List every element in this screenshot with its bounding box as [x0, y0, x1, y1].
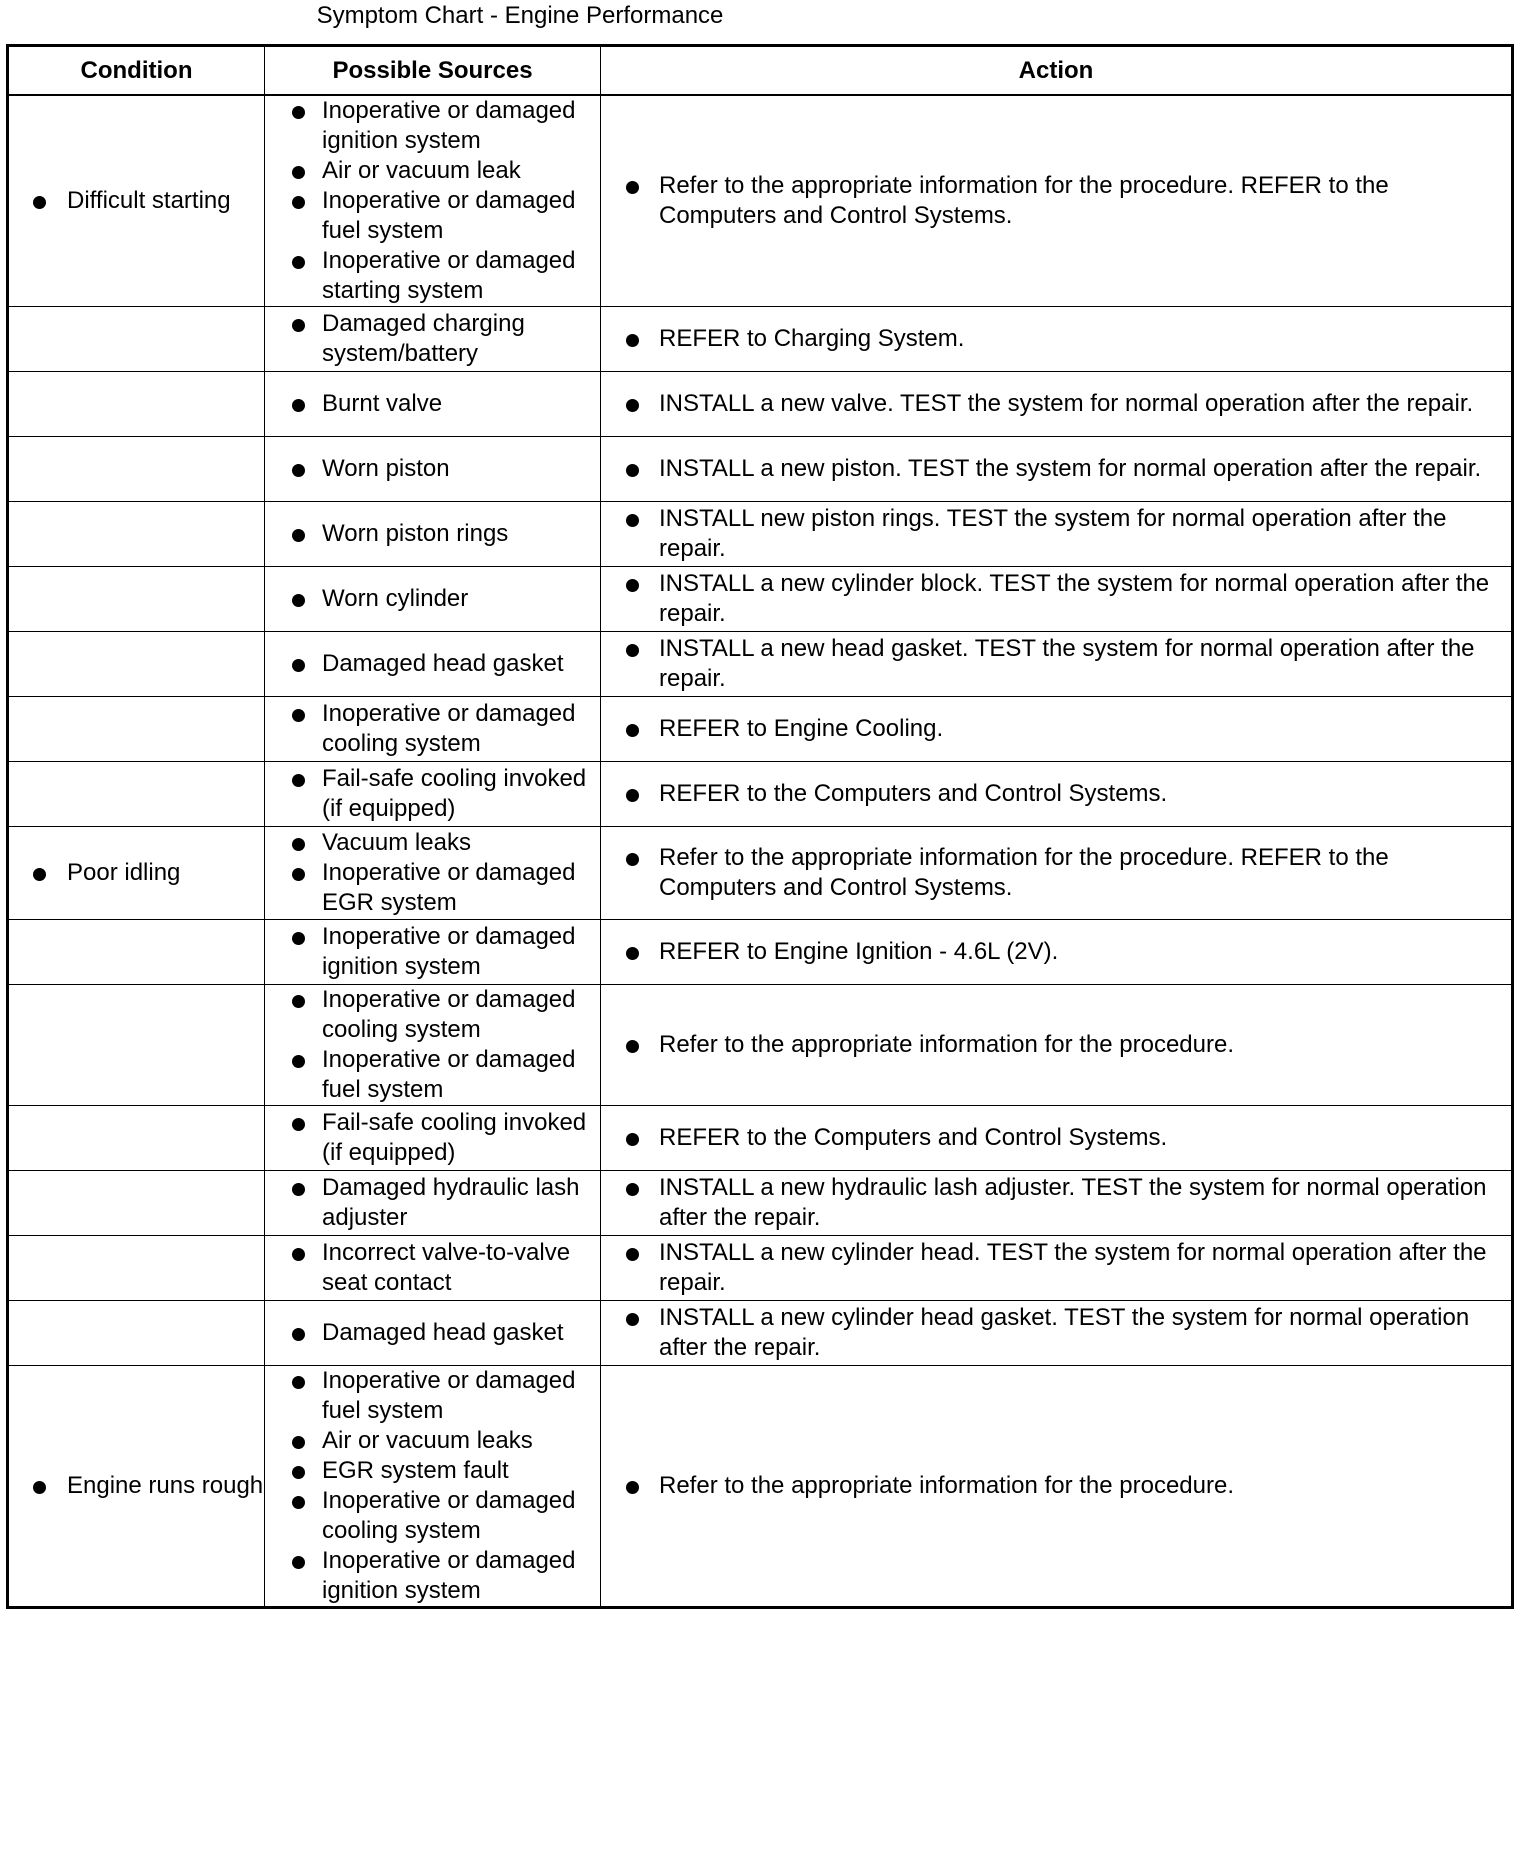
condition-cell — [8, 372, 265, 437]
bullet-list — [265, 1318, 600, 1348]
possible-sources-cell — [265, 437, 601, 502]
table-row — [8, 697, 1513, 762]
table-row — [8, 372, 1513, 437]
list-item: Incorrect valve-to-valve seat contact — [265, 1238, 600, 1298]
list-item: Refer to the appropriate information for the procedure. REFER to the Computers and Control Systems. — [601, 843, 1511, 903]
list-item: Inoperative or damaged ignition system — [265, 96, 600, 156]
condition-cell — [8, 437, 265, 502]
condition-cell — [8, 1301, 265, 1366]
condition-cell — [8, 1366, 265, 1608]
possible-sources-cell — [265, 632, 601, 697]
possible-sources-cell — [265, 502, 601, 567]
list-item: INSTALL a new hydraulic lash adjuster. TEST the system for normal operation after the repair. — [601, 1173, 1511, 1233]
bullet-list — [265, 764, 600, 824]
bullet-list — [601, 843, 1511, 903]
list-item: Difficult starting — [9, 186, 264, 216]
bullet-list — [265, 699, 600, 759]
list-item: INSTALL new piston rings. TEST the system for normal operation after the repair. — [601, 504, 1511, 564]
condition-cell — [8, 762, 265, 827]
list-item: Inoperative or damaged fuel system — [265, 186, 600, 246]
list-item: Engine runs rough — [9, 1471, 264, 1501]
header-condition: Condition — [8, 46, 265, 96]
action-cell — [601, 372, 1513, 437]
bullet-list — [265, 649, 600, 679]
bullet-list — [601, 1303, 1511, 1363]
bullet-list — [265, 519, 600, 549]
bullet-list — [265, 1366, 600, 1606]
list-item: Damaged head gasket — [265, 649, 600, 679]
list-item: INSTALL a new head gasket. TEST the system for normal operation after the repair. — [601, 634, 1511, 694]
action-cell — [601, 762, 1513, 827]
bullet-list — [601, 1123, 1511, 1153]
list-item: Inoperative or damaged starting system — [265, 246, 600, 306]
list-item: Worn piston rings — [265, 519, 600, 549]
possible-sources-cell — [265, 307, 601, 372]
bullet-list — [601, 324, 1511, 354]
list-item: Inoperative or damaged EGR system — [265, 858, 600, 918]
table-row — [8, 437, 1513, 502]
bullet-list — [601, 937, 1511, 967]
bullet-list — [601, 1238, 1511, 1298]
list-item: REFER to Charging System. — [601, 324, 1511, 354]
list-item: Damaged head gasket — [265, 1318, 600, 1348]
list-item: Worn piston — [265, 454, 600, 484]
list-item: Refer to the appropriate information for the procedure. — [601, 1471, 1511, 1501]
bullet-list — [601, 454, 1511, 484]
action-cell — [601, 985, 1513, 1106]
page-title: Symptom Chart - Engine Performance — [316, 2, 724, 29]
list-item: Inoperative or damaged ignition system — [265, 1546, 600, 1606]
possible-sources-cell — [265, 1366, 601, 1608]
bullet-list — [265, 828, 600, 918]
action-cell — [601, 920, 1513, 985]
action-cell — [601, 827, 1513, 920]
list-item: REFER to Engine Ignition - 4.6L (2V). — [601, 937, 1511, 967]
bullet-list — [601, 779, 1511, 809]
bullet-list — [9, 1471, 264, 1501]
action-cell — [601, 567, 1513, 632]
list-item: Inoperative or damaged cooling system — [265, 985, 600, 1045]
list-item: Worn cylinder — [265, 584, 600, 614]
list-item: Fail-safe cooling invoked (if equipped) — [265, 764, 600, 824]
possible-sources-cell — [265, 372, 601, 437]
table-row — [8, 1301, 1513, 1366]
bullet-list — [601, 1471, 1511, 1501]
possible-sources-cell — [265, 1106, 601, 1171]
symptom-chart-table — [6, 44, 1514, 1609]
table-row — [8, 1236, 1513, 1301]
action-cell — [601, 437, 1513, 502]
condition-cell — [8, 567, 265, 632]
list-item: EGR system fault — [265, 1456, 600, 1486]
table-row — [8, 502, 1513, 567]
list-item: Refer to the appropriate information for the procedure. REFER to the Computers and Control Systems. — [601, 171, 1511, 231]
table-row — [8, 95, 1513, 307]
bullet-list — [9, 186, 264, 216]
list-item: Inoperative or damaged cooling system — [265, 1486, 600, 1546]
table-row — [8, 827, 1513, 920]
bullet-list — [265, 389, 600, 419]
possible-sources-cell — [265, 762, 601, 827]
table-row — [8, 985, 1513, 1106]
table-row — [8, 632, 1513, 697]
possible-sources-cell — [265, 697, 601, 762]
list-item: Fail-safe cooling invoked (if equipped) — [265, 1108, 600, 1168]
table-row — [8, 1106, 1513, 1171]
bullet-list — [265, 1108, 600, 1168]
chart-body — [8, 95, 1513, 1608]
list-item: Damaged hydraulic lash adjuster — [265, 1173, 600, 1233]
action-cell — [601, 1301, 1513, 1366]
list-item: Poor idling — [9, 858, 264, 888]
action-cell — [601, 1171, 1513, 1236]
condition-cell — [8, 502, 265, 567]
list-item: REFER to the Computers and Control Systems. — [601, 1123, 1511, 1153]
list-item: REFER to the Computers and Control Systems. — [601, 779, 1511, 809]
condition-cell — [8, 1171, 265, 1236]
condition-cell — [8, 307, 265, 372]
header-row — [8, 46, 1513, 96]
table-row — [8, 1171, 1513, 1236]
list-item: Refer to the appropriate information for the procedure. — [601, 1030, 1511, 1060]
bullet-list — [601, 389, 1511, 419]
table-row — [8, 1366, 1513, 1608]
possible-sources-cell — [265, 95, 601, 307]
bullet-list — [265, 454, 600, 484]
list-item: Air or vacuum leaks — [265, 1426, 600, 1456]
list-item: REFER to Engine Cooling. — [601, 714, 1511, 744]
bullet-list — [601, 1173, 1511, 1233]
possible-sources-cell — [265, 1236, 601, 1301]
condition-cell — [8, 95, 265, 307]
list-item: Inoperative or damaged cooling system — [265, 699, 600, 759]
bullet-list — [265, 1238, 600, 1298]
action-cell — [601, 502, 1513, 567]
list-item: Damaged charging system/battery — [265, 309, 600, 369]
action-cell — [601, 95, 1513, 307]
table-row — [8, 762, 1513, 827]
header-possible-sources: Possible Sources — [265, 46, 601, 96]
list-item: Inoperative or damaged ignition system — [265, 922, 600, 982]
list-item: INSTALL a new cylinder head. TEST the system for normal operation after the repair. — [601, 1238, 1511, 1298]
bullet-list — [265, 922, 600, 982]
possible-sources-cell — [265, 1301, 601, 1366]
action-cell — [601, 632, 1513, 697]
possible-sources-cell — [265, 920, 601, 985]
condition-cell — [8, 632, 265, 697]
header-action: Action — [601, 46, 1513, 96]
list-item: Inoperative or damaged fuel system — [265, 1366, 600, 1426]
list-item: INSTALL a new valve. TEST the system for normal operation after the repair. — [601, 389, 1511, 419]
condition-cell — [8, 985, 265, 1106]
bullet-list — [601, 504, 1511, 564]
condition-cell — [8, 1106, 265, 1171]
bullet-list — [601, 1030, 1511, 1060]
bullet-list — [265, 584, 600, 614]
table-row — [8, 920, 1513, 985]
action-cell — [601, 1106, 1513, 1171]
bullet-list — [265, 985, 600, 1105]
condition-cell — [8, 697, 265, 762]
possible-sources-cell — [265, 827, 601, 920]
bullet-list — [265, 96, 600, 306]
condition-cell — [8, 920, 265, 985]
list-item: Air or vacuum leak — [265, 156, 600, 186]
action-cell — [601, 1366, 1513, 1608]
bullet-list — [601, 569, 1511, 629]
bullet-list — [265, 309, 600, 369]
possible-sources-cell — [265, 1171, 601, 1236]
bullet-list — [9, 858, 264, 888]
possible-sources-cell — [265, 985, 601, 1106]
table-row — [8, 567, 1513, 632]
bullet-list — [265, 1173, 600, 1233]
list-item: INSTALL a new cylinder block. TEST the system for normal operation after the repair. — [601, 569, 1511, 629]
condition-cell — [8, 827, 265, 920]
list-item: INSTALL a new piston. TEST the system for normal operation after the repair. — [601, 454, 1511, 484]
bullet-list — [601, 171, 1511, 231]
action-cell — [601, 1236, 1513, 1301]
list-item: Inoperative or damaged fuel system — [265, 1045, 600, 1105]
table-row — [8, 307, 1513, 372]
possible-sources-cell — [265, 567, 601, 632]
action-cell — [601, 307, 1513, 372]
list-item: Burnt valve — [265, 389, 600, 419]
bullet-list — [601, 714, 1511, 744]
condition-cell — [8, 1236, 265, 1301]
list-item: Vacuum leaks — [265, 828, 600, 858]
bullet-list — [601, 634, 1511, 694]
list-item: INSTALL a new cylinder head gasket. TEST the system for normal operation after the repair. — [601, 1303, 1511, 1363]
action-cell — [601, 697, 1513, 762]
